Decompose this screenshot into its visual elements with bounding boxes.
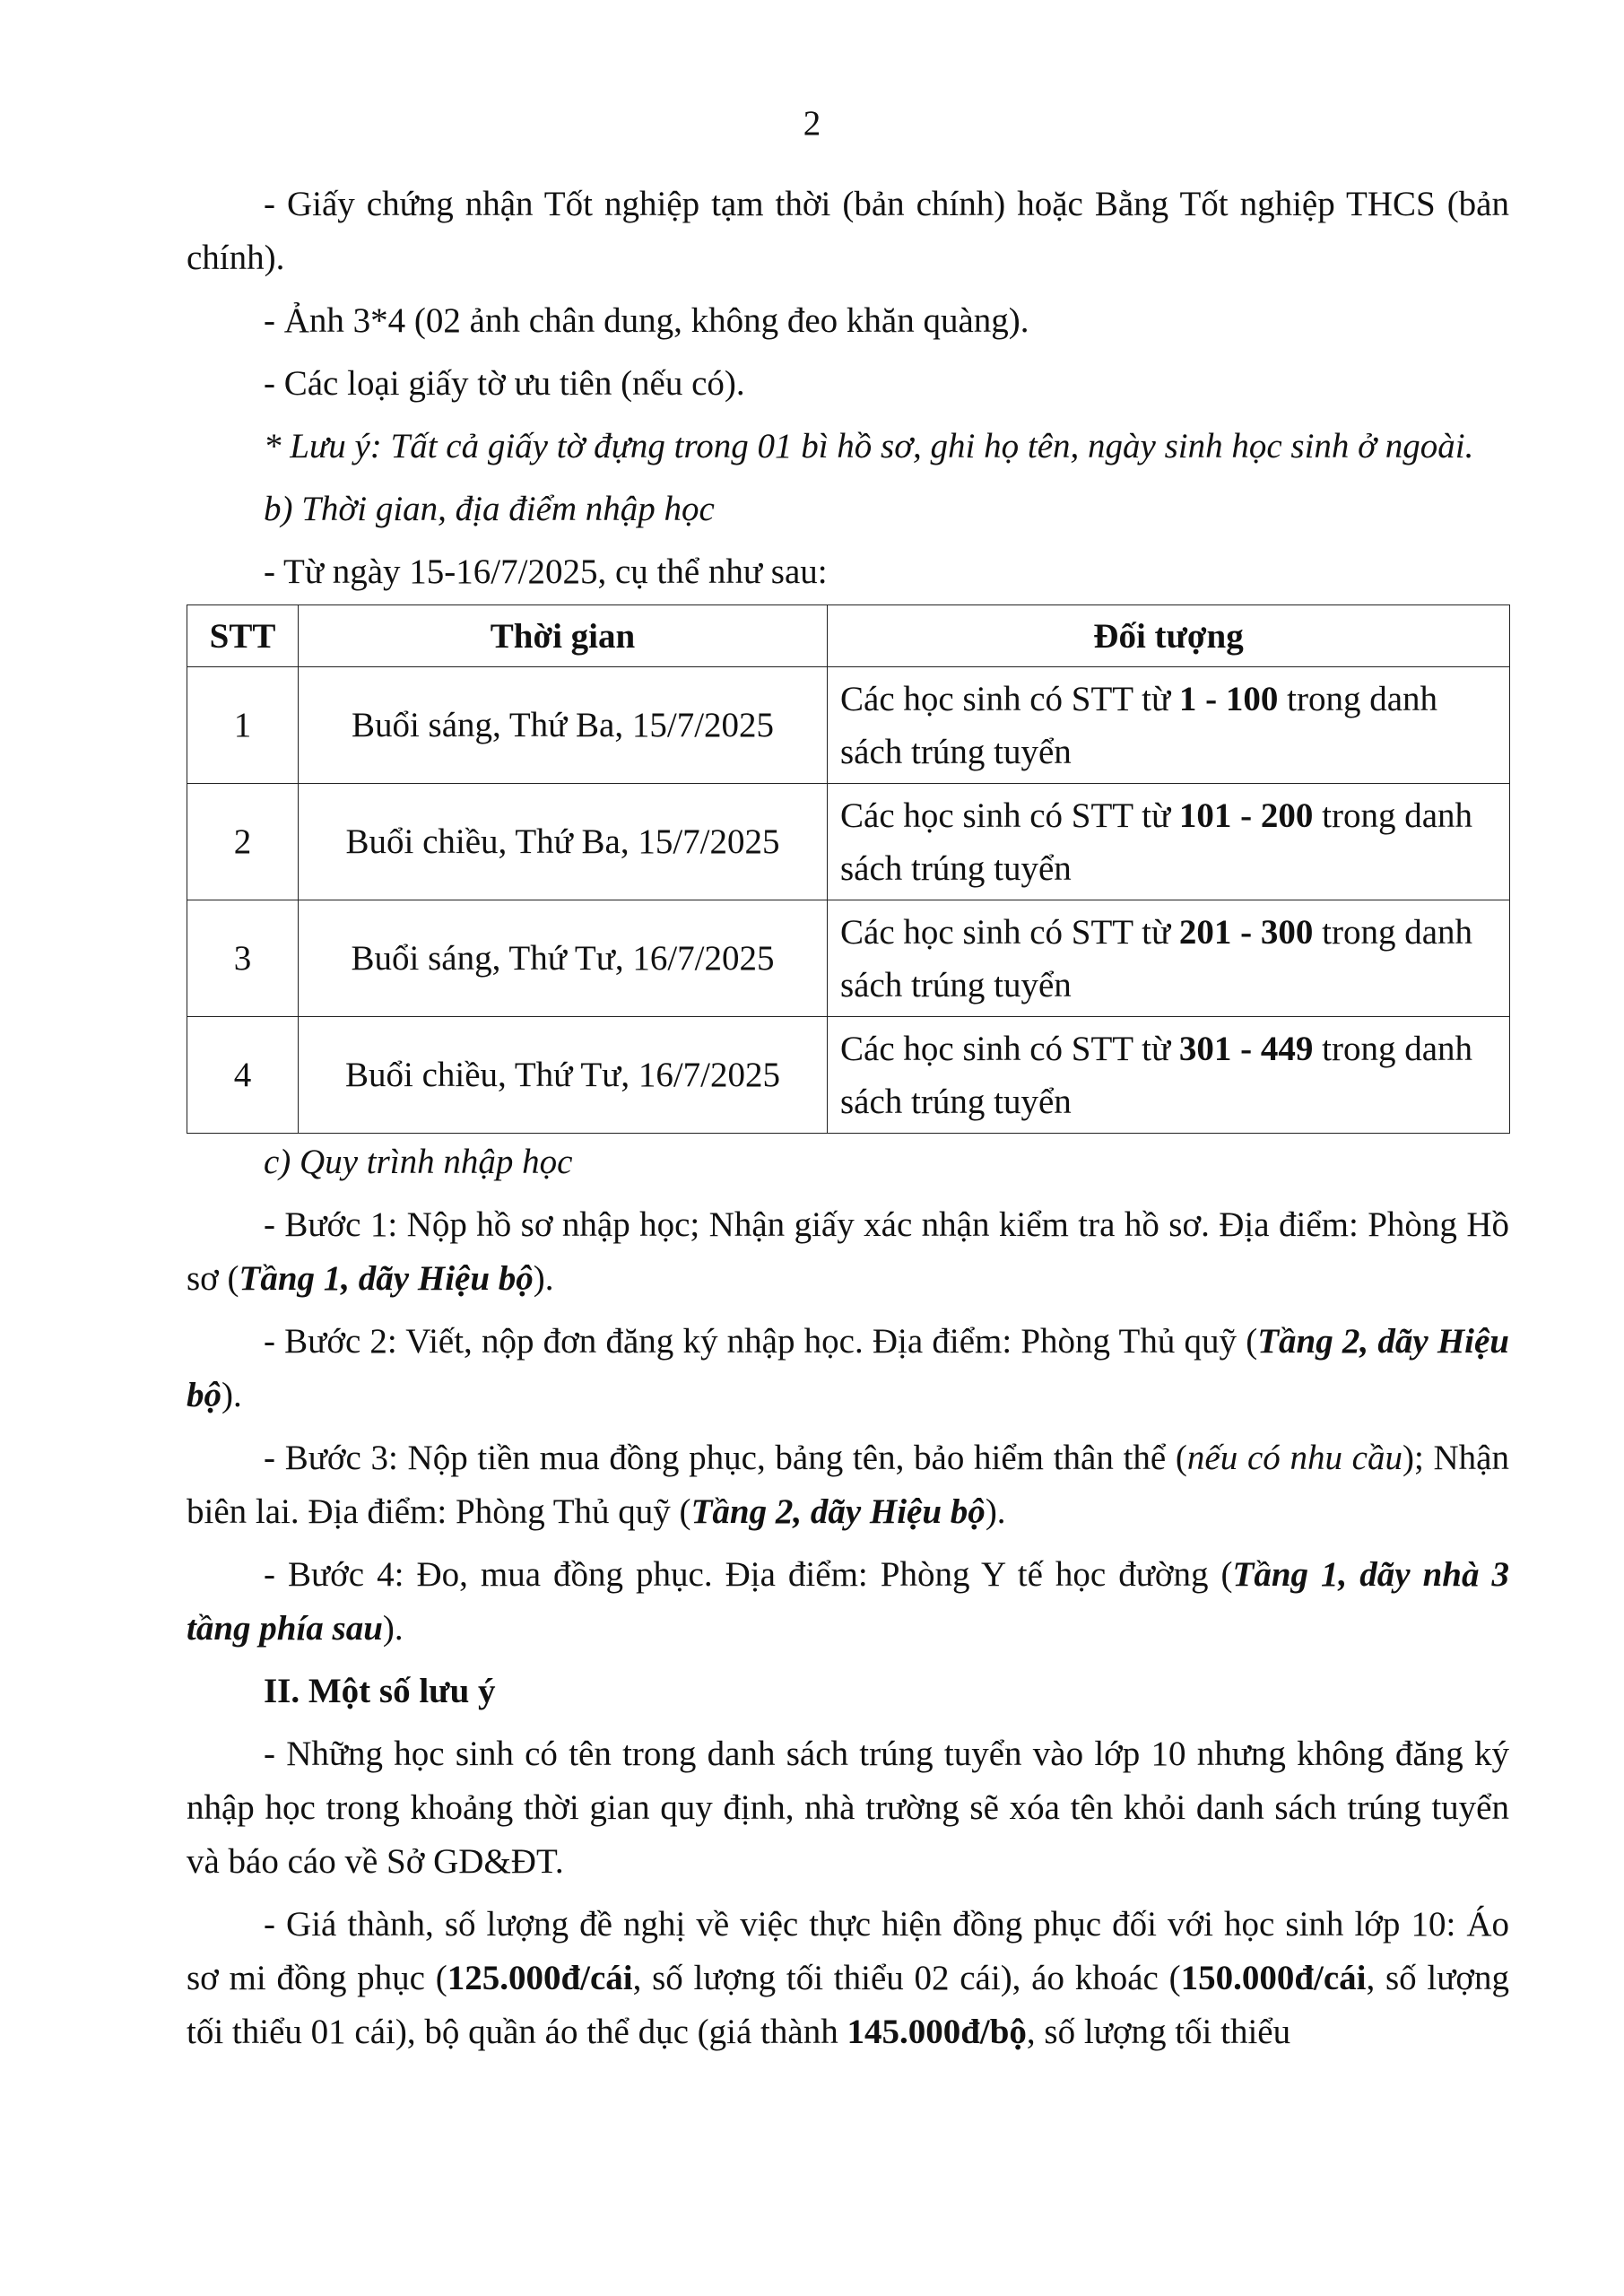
section-c-heading: c) Quy trình nhập học [264, 1143, 573, 1181]
doc-item-priority: - Các loại giấy tờ ưu tiên (nếu có). [264, 364, 745, 403]
table-row [187, 667, 1510, 784]
step-4-location: Tầng 1, dãy nhà 3 tầng phía sau [187, 1555, 1510, 1648]
step-2-text: - Bước 2: Viết, nộp đơn đăng ký nhập học. Địa điểm: Phòng Thủ quỹ ( [264, 1322, 1258, 1361]
step-3-condition: nếu có nhu cầu [1186, 1439, 1403, 1477]
table-row [187, 784, 1510, 900]
row-stt: 1 [187, 667, 299, 784]
col-header-target: Đối tượng [828, 605, 1510, 667]
step-1-location: Tầng 1, dãy Hiệu bộ [239, 1259, 534, 1298]
step-2-end: ). [221, 1376, 242, 1414]
step-3-text: - Bước 3: Nộp tiền mua đồng phục, bảng tên, bảo hiểm thân thể ( [264, 1439, 1187, 1477]
uniform-text-c: , số lượng tối thiểu 01 cái), bộ quần áo thể dục (giá thành [187, 1959, 1509, 2051]
row-stt: 4 [187, 1017, 299, 1134]
row-stt: 3 [187, 900, 299, 1017]
uniform-text-d: , số lượng tối thiểu [1026, 2013, 1291, 2051]
section-b-intro: - Từ ngày 15-16/7/2025, cụ thể như sau: [264, 552, 828, 591]
row-target [828, 1017, 1510, 1134]
target-suffix: trong danh sách trúng tuyển [840, 1029, 1473, 1121]
row-time: Buổi sáng, Thứ Tư, 16/7/2025 [299, 900, 828, 1017]
step-1-end: ). [533, 1259, 554, 1298]
row-time: Buổi sáng, Thứ Ba, 15/7/2025 [299, 667, 828, 784]
row-target [828, 784, 1510, 900]
step-3 [187, 1431, 1509, 1539]
target-suffix: trong danh sách trúng tuyển [840, 679, 1438, 771]
step-4-text: - Bước 4: Đo, mua đồng phục. Địa điểm: Phòng Y tế học đường ( [264, 1555, 1233, 1594]
shirt-price: 125.000đ/cái [447, 1959, 633, 1997]
target-suffix: trong danh sách trúng tuyển [840, 912, 1473, 1004]
col-header-stt: STT [187, 605, 299, 667]
row-time: Buổi chiều, Thứ Ba, 15/7/2025 [299, 784, 828, 900]
table-row [187, 1017, 1510, 1134]
target-range: 301 - 449 [1178, 1029, 1314, 1068]
row-target [828, 667, 1510, 784]
row-time: Buổi chiều, Thứ Tư, 16/7/2025 [299, 1017, 828, 1134]
step-2 [187, 1315, 1509, 1422]
section-ii-heading: II. Một số lưu ý [264, 1672, 496, 1710]
target-range: 1 - 100 [1178, 679, 1279, 718]
step-3-end: ). [985, 1492, 1006, 1531]
note-paragraph-1: - Những học sinh có tên trong danh sách trúng tuyển vào lớp 10 nhưng không đăng ký nhập học trong khoảng thời gian quy định, nhà trường sẽ xóa tên khỏi danh sách trúng tuyển và báo cáo về Sở GD&ĐT. [187, 1735, 1509, 1881]
target-prefix: Các học sinh có STT từ [840, 679, 1179, 718]
schedule-table [187, 604, 1510, 1134]
table-row [187, 900, 1510, 1017]
target-suffix: trong danh sách trúng tuyển [840, 796, 1473, 888]
doc-item-photo: - Ảnh 3*4 (02 ảnh chân dung, không đeo khăn quàng). [264, 301, 1029, 340]
target-range: 201 - 300 [1178, 912, 1314, 952]
pe-set-price: 145.000đ/bộ [847, 2013, 1027, 2051]
target-range: 101 - 200 [1178, 796, 1314, 835]
step-1-text: - Bước 1: Nộp hồ sơ nhập học; Nhận giấy xác nhận kiểm tra hồ sơ. Địa điểm: Phòng Hồ sơ ( [187, 1205, 1509, 1298]
doc-note: * Lưu ý: Tất cả giấy tờ đựng trong 01 bì hồ sơ, ghi họ tên, ngày sinh học sinh ở ngoài. [264, 427, 1474, 465]
uniform-text-b: , số lượng tối thiểu 02 cái), áo khoác ( [632, 1959, 1181, 1997]
page-number: 2 [803, 104, 821, 143]
target-prefix: Các học sinh có STT từ [840, 796, 1179, 835]
target-prefix: Các học sinh có STT từ [840, 1029, 1179, 1068]
target-prefix: Các học sinh có STT từ [840, 912, 1179, 952]
uniform-text-a: - Giá thành, số lượng đề nghị về việc thực hiện đồng phục đối với học sinh lớp 10: Áo sơ mi đồng phục ( [187, 1905, 1509, 1997]
page-content [187, 178, 1509, 2059]
step-4 [187, 1548, 1509, 1656]
schedule-table-wrap [187, 604, 1509, 1134]
step-2-location: Tầng 2, dãy Hiệu bộ [187, 1322, 1509, 1414]
doc-item-certificate: - Giấy chứng nhận Tốt nghiệp tạm thời (bản chính) hoặc Bằng Tốt nghiệp THCS (bản chính). [187, 185, 1509, 277]
row-stt: 2 [187, 784, 299, 900]
step-4-end: ). [382, 1609, 404, 1648]
step-3-location: Tầng 2, dãy Hiệu bộ [690, 1492, 986, 1531]
table-header-row [187, 605, 1510, 667]
col-header-time: Thời gian [299, 605, 828, 667]
note-paragraph-2 [187, 1898, 1509, 2059]
step-3-mid: ); Nhận biên lai. Địa điểm: Phòng Thủ quỹ ( [187, 1439, 1509, 1531]
step-1 [187, 1198, 1509, 1306]
section-b-heading: b) Thời gian, địa điểm nhập học [264, 490, 715, 528]
jacket-price: 150.000đ/cái [1180, 1959, 1367, 1997]
row-target [828, 900, 1510, 1017]
